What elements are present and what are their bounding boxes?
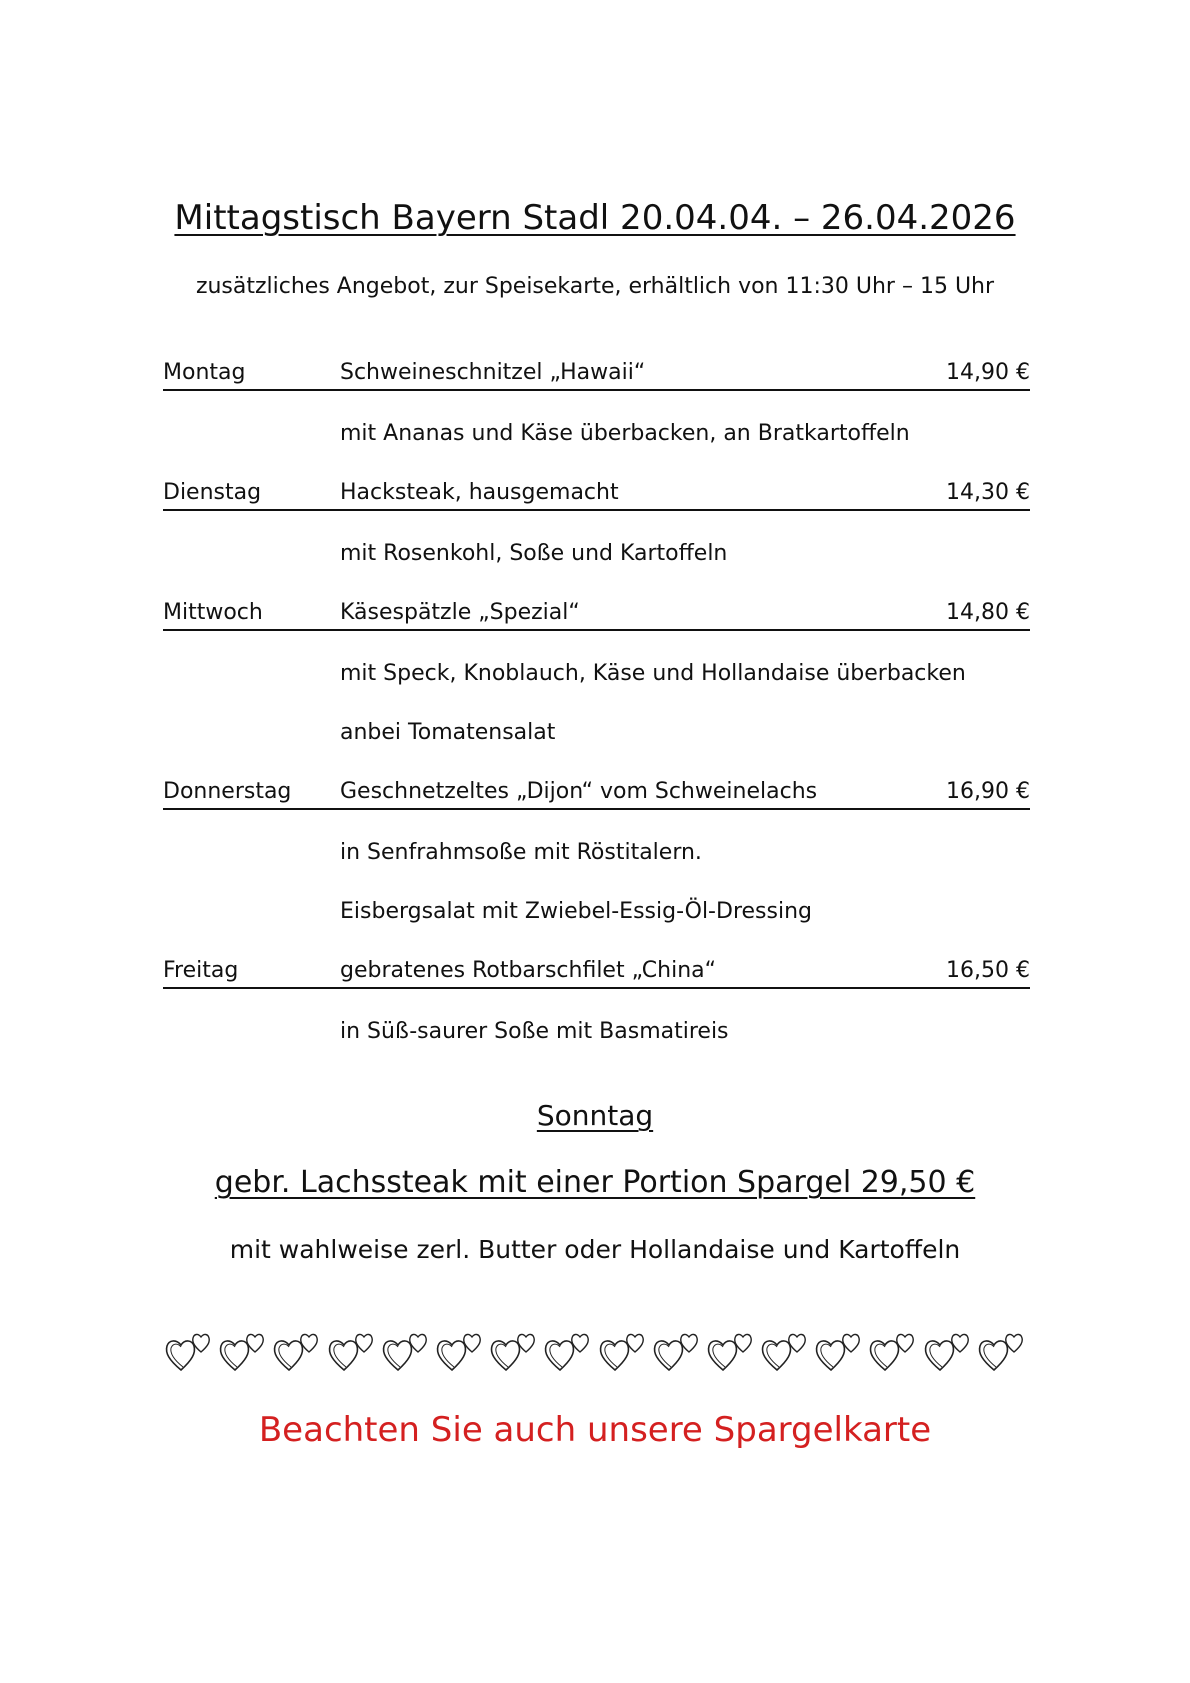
heart-icon (488, 1322, 542, 1376)
heart-icon (434, 1322, 488, 1376)
page-title (0, 196, 1190, 240)
dish-detail-text: anbei Tomatensalat (340, 720, 556, 745)
dish-price: 16,90 € (946, 779, 1030, 804)
dish-detail-text: mit Rosenkohl, Soße und Kartoffeln (340, 541, 728, 566)
heart-icon (597, 1322, 651, 1376)
heart-icon (326, 1322, 380, 1376)
dish-price: 16,50 € (946, 958, 1030, 983)
day-label: Montag (163, 360, 246, 385)
day-label: Mittwoch (163, 600, 263, 625)
dish-name: gebratenes Rotbarschfilet „China“ (340, 958, 717, 983)
heart-icon (380, 1322, 434, 1376)
dish-price: 14,90 € (946, 360, 1030, 385)
spargel-notice: Beachten Sie auch unsere Spargelkarte (258, 1410, 932, 1450)
sunday-heading-text: Sonntag (536, 1099, 654, 1132)
heart-icon (759, 1322, 813, 1376)
menu-row-thursday (163, 779, 1030, 810)
dish-name: Hacksteak, hausgemacht (340, 480, 619, 505)
heart-icon (867, 1322, 921, 1376)
dish-detail-text: mit Speck, Knoblauch, Käse und Hollandaise überbacken (340, 661, 966, 686)
heart-icon (651, 1322, 705, 1376)
dish-detail (163, 541, 1030, 604)
day-label: Dienstag (163, 480, 262, 505)
heart-icon (922, 1322, 976, 1376)
dish-name: Geschnetzeltes „Dijon“ vom Schweinelachs (340, 779, 818, 804)
sunday-dish-text: gebr. Lachssteak mit einer Portion Spargel 29,50 € (214, 1165, 976, 1200)
page-title-text: Mittagstisch Bayern Stadl 20.04.04. – 26.04.2026 (174, 198, 1016, 238)
heart-icon (271, 1322, 325, 1376)
heart-icon (976, 1322, 1030, 1376)
menu-row-monday (163, 360, 1030, 391)
heart-icon (217, 1322, 271, 1376)
sunday-dish (0, 1163, 1190, 1203)
heart-icon (163, 1322, 217, 1376)
dish-detail (163, 661, 1030, 724)
menu-row-friday (163, 958, 1030, 989)
dish-price: 14,80 € (946, 600, 1030, 625)
day-label: Donnerstag (163, 779, 292, 804)
menu-row-wednesday (163, 600, 1030, 631)
dish-detail-text: in Senfrahmsoße mit Röstitalern. (340, 840, 702, 865)
dish-detail (163, 421, 1030, 484)
menu-row-tuesday (163, 480, 1030, 511)
heart-icon (542, 1322, 596, 1376)
page-subtitle: zusätzliches Angebot, zur Speisekarte, erhältlich von 11:30 Uhr – 15 Uhr (195, 274, 995, 299)
sunday-heading (0, 1098, 1190, 1134)
weekly-menu (163, 360, 1030, 1082)
dish-detail (163, 899, 1030, 962)
dish-price: 14,30 € (946, 480, 1030, 505)
dish-name: Käsespätzle „Spezial“ (340, 600, 580, 625)
dish-detail (163, 840, 1030, 903)
dish-detail-text: Eisbergsalat mit Zwiebel-Essig-Öl-Dressing (340, 899, 812, 924)
day-label: Freitag (163, 958, 239, 983)
dish-name: Schweineschnitzel „Hawaii“ (340, 360, 646, 385)
heart-icon (813, 1322, 867, 1376)
dish-detail (163, 1019, 1030, 1082)
dish-detail (163, 720, 1030, 783)
dish-detail-text: in Süß-saurer Soße mit Basmatireis (340, 1019, 729, 1044)
hearts-decoration (163, 1322, 1030, 1382)
sunday-detail: mit wahlweise zerl. Butter oder Hollandaise und Kartoffeln (229, 1235, 961, 1264)
heart-icon (705, 1322, 759, 1376)
dish-detail-text: mit Ananas und Käse überbacken, an Bratkartoffeln (340, 421, 910, 446)
